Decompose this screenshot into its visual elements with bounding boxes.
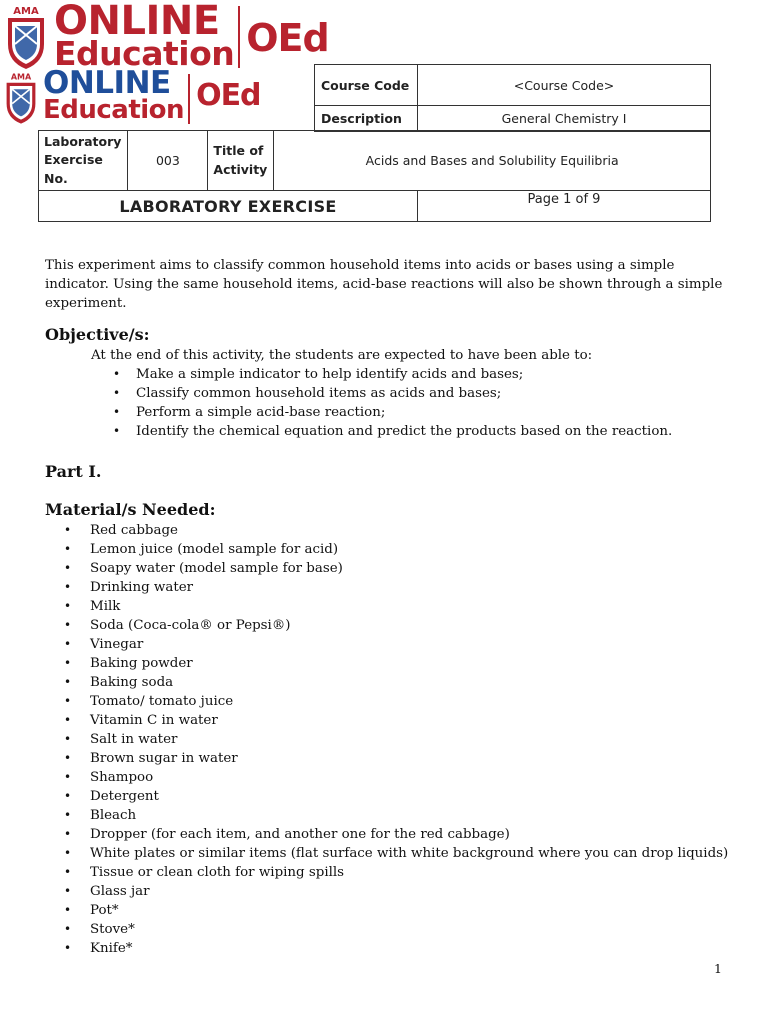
bullet-icon: • <box>64 922 72 936</box>
lab-exercise-number: 003 <box>128 131 208 191</box>
bullet-icon: • <box>64 599 72 613</box>
bullet-icon: • <box>113 405 121 419</box>
list-item <box>64 730 735 749</box>
activity-title: Acids and Bases and Solubility Equilibria <box>274 131 711 191</box>
list-item-text: Salt in water <box>90 732 178 747</box>
wordmark-online: ONLINE <box>43 65 171 101</box>
bullet-icon: • <box>64 561 72 575</box>
list-item-text: Tissue or clean cloth for wiping spills <box>90 865 345 880</box>
bullet-icon: • <box>64 542 72 556</box>
bullet-icon: • <box>64 580 72 594</box>
list-item <box>64 939 735 958</box>
lab-exercise-label: Laboratory Exercise No. <box>39 131 128 191</box>
bullet-icon: • <box>64 618 72 632</box>
document-body <box>45 256 735 958</box>
list-item <box>64 920 735 939</box>
objectives-list <box>113 365 735 441</box>
objectives-heading: Objective/s: <box>45 325 150 344</box>
list-item <box>64 768 735 787</box>
wordmark-oed: OEd <box>196 78 261 113</box>
logo-header <box>5 65 261 126</box>
bullet-icon: • <box>64 941 72 955</box>
list-item <box>113 422 735 441</box>
list-item-text: White plates or similar items (flat surface with white background where you can drop liquids) <box>90 846 729 861</box>
logo-divider <box>238 6 240 68</box>
bullet-icon: • <box>64 751 72 765</box>
ama-shield-logo <box>5 70 37 126</box>
list-item <box>64 844 735 863</box>
list-item-text: Bleach <box>90 808 137 823</box>
list-item <box>113 384 735 403</box>
bullet-icon: • <box>113 367 121 381</box>
shield-text: AMA <box>13 6 39 17</box>
list-item-text: Pot* <box>90 903 119 918</box>
list-item-text: Classify common household items as acids and bases; <box>136 386 502 401</box>
list-item-text: Make a simple indicator to help identify acids and bases; <box>136 367 524 382</box>
list-item <box>64 806 735 825</box>
list-item <box>113 403 735 422</box>
wordmark-education: Education <box>54 34 235 74</box>
list-item-text: Detergent <box>90 789 159 804</box>
list-item <box>64 863 735 882</box>
bullet-icon: • <box>64 884 72 898</box>
list-item-text: Drinking water <box>90 580 194 595</box>
bullet-icon: • <box>64 827 72 841</box>
bullet-icon: • <box>64 713 72 727</box>
list-item-text: Vinegar <box>90 637 144 652</box>
bullet-icon: • <box>64 903 72 917</box>
bullet-icon: • <box>64 637 72 651</box>
list-item-text: Knife* <box>90 941 133 956</box>
logo-divider <box>188 74 190 124</box>
bullet-icon: • <box>64 770 72 784</box>
part-heading: Part I. <box>45 462 102 481</box>
list-item-text: Stove* <box>90 922 135 937</box>
materials-list <box>64 521 735 958</box>
course-info-table <box>314 64 711 132</box>
page-info: Page 1 of 9 <box>418 191 711 222</box>
list-item <box>64 559 735 578</box>
bullet-icon: • <box>64 523 72 537</box>
lab-heading-table <box>38 190 711 222</box>
bullet-icon: • <box>64 675 72 689</box>
list-item <box>64 540 735 559</box>
bullet-icon: • <box>64 789 72 803</box>
wordmark <box>43 65 185 125</box>
description-label: Description <box>315 106 418 132</box>
list-item-text: Milk <box>90 599 121 614</box>
title-label: Title of Activity <box>208 131 274 191</box>
list-item <box>64 673 735 692</box>
list-item-text: Lemon juice (model sample for acid) <box>90 542 339 557</box>
list-item <box>113 365 735 384</box>
wordmark-online: ONLINE <box>54 0 220 44</box>
list-item <box>64 597 735 616</box>
list-item-text: Soda (Coca-cola® or Pepsi®) <box>90 618 291 633</box>
bullet-icon: • <box>113 386 121 400</box>
shield-subtext: UNIVERSITY <box>15 18 37 22</box>
bullet-icon: • <box>64 846 72 860</box>
ama-shield-logo <box>6 4 46 70</box>
list-item <box>64 901 735 920</box>
wordmark-education: Education <box>43 94 185 125</box>
list-item-text: Identify the chemical equation and predict the products based on the reaction. <box>136 424 673 439</box>
materials-heading: Material/s Needed: <box>45 500 216 519</box>
list-item <box>64 711 735 730</box>
list-item <box>64 749 735 768</box>
intro-paragraph: This experiment aims to classify common household items into acids or bases using a simple indicator. Using the same household items, acid-base reactions will also be shown through a simple experiment. <box>45 258 723 311</box>
list-item <box>64 635 735 654</box>
lab-heading: LABORATORY EXERCISE <box>39 191 418 222</box>
logo-top <box>6 0 329 74</box>
bullet-icon: • <box>64 694 72 708</box>
bullet-icon: • <box>64 656 72 670</box>
activity-info-table <box>38 130 711 191</box>
list-item-text: Perform a simple acid-base reaction; <box>136 405 386 420</box>
list-item-text: Brown sugar in water <box>90 751 238 766</box>
list-item <box>64 882 735 901</box>
list-item-text: Soapy water (model sample for base) <box>90 561 343 576</box>
bullet-icon: • <box>113 424 121 438</box>
shield-subtext: UNIVERSITY <box>12 82 30 87</box>
list-item-text: Shampoo <box>90 770 154 785</box>
list-item <box>64 654 735 673</box>
wordmark-oed: OEd <box>246 16 329 60</box>
list-item-text: Tomato/ tomato juice <box>90 694 234 709</box>
page-number: 1 <box>714 961 722 976</box>
list-item-text: Glass jar <box>90 884 150 899</box>
list-item <box>64 825 735 844</box>
list-item <box>64 578 735 597</box>
course-code-value: <Course Code> <box>418 65 711 106</box>
course-code-label: Course Code <box>315 65 418 106</box>
list-item-text: Dropper (for each item, and another one for the red cabbage) <box>90 827 510 842</box>
list-item <box>64 616 735 635</box>
bullet-icon: • <box>64 808 72 822</box>
list-item-text: Red cabbage <box>90 523 178 538</box>
wordmark <box>54 0 235 74</box>
list-item-text: Vitamin C in water <box>90 713 218 728</box>
shield-text: AMA <box>10 72 32 82</box>
objectives-lead: At the end of this activity, the students are expected to have been able to: <box>91 348 593 363</box>
list-item-text: Baking powder <box>90 656 193 671</box>
bullet-icon: • <box>64 865 72 879</box>
list-item-text: Baking soda <box>90 675 174 690</box>
list-item <box>64 521 735 540</box>
description-value: General Chemistry I <box>418 106 711 132</box>
list-item <box>64 787 735 806</box>
list-item <box>64 692 735 711</box>
bullet-icon: • <box>64 732 72 746</box>
